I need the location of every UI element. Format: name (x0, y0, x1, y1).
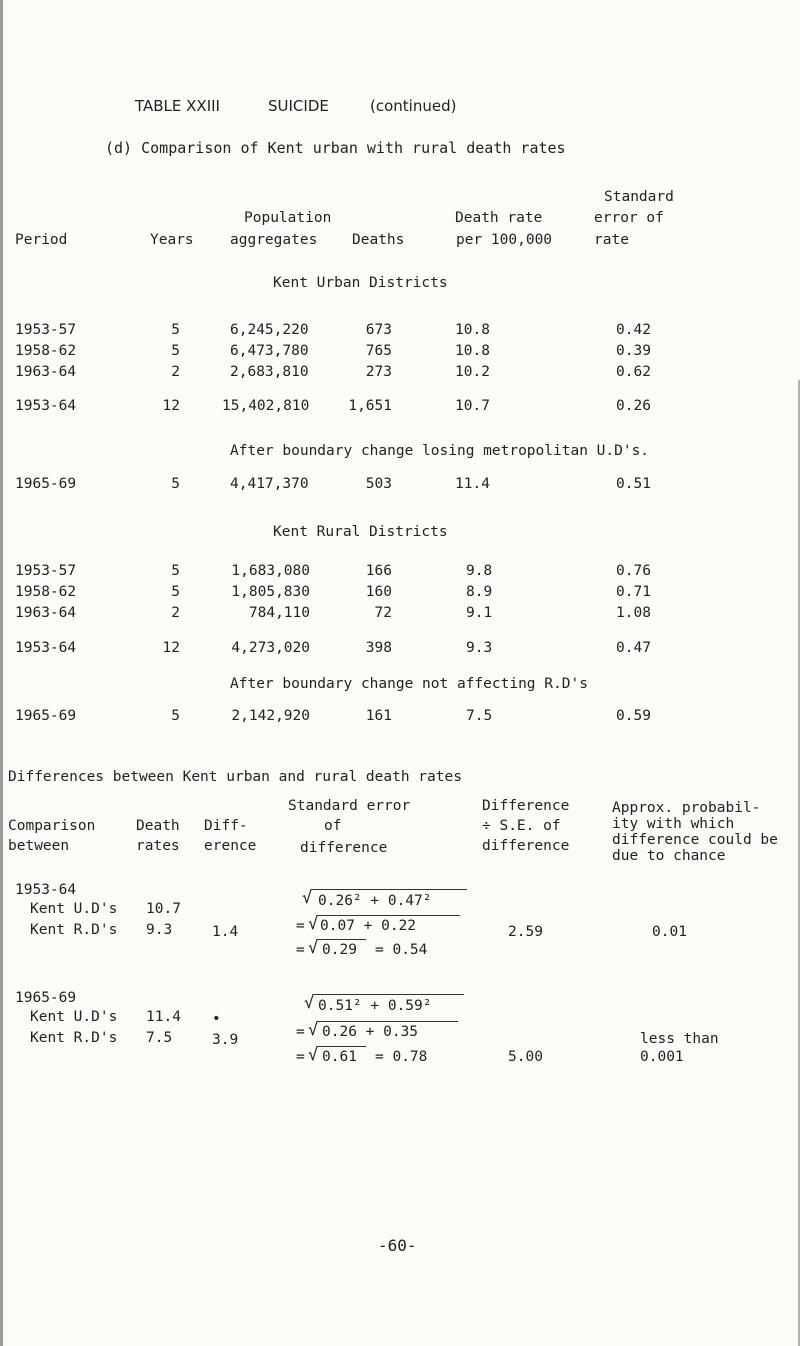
diff-col-ratio-2: ÷ S.E. of (482, 818, 561, 834)
row-deaths: 166 (365, 563, 392, 579)
rural-heading: Kent Rural Districts (273, 524, 448, 540)
diff-col-se-3: difference (300, 840, 388, 856)
sqrt-sign-icon: √ (308, 1045, 319, 1065)
se-formula-line3: 0.61 (322, 1049, 357, 1065)
block-rural-rate: 7.5 (146, 1030, 173, 1046)
row-deaths: 503 (365, 476, 392, 492)
row-deaths: 1,651 (348, 398, 392, 414)
row-rate: 10.7 (455, 398, 490, 414)
row-population: 784,110 (248, 605, 310, 621)
col-period: Period (15, 232, 68, 248)
sqrt-sign-icon: √ (302, 888, 313, 908)
se-formula-line2: 0.07 + 0.22 (320, 918, 417, 934)
row-population: 4,417,370 (230, 476, 309, 492)
row-rate: 10.8 (455, 343, 490, 359)
diff-col-comparison-1: Comparison (8, 818, 96, 834)
diff-col-prob-1: Approx. probabil- (612, 800, 761, 816)
block-difference: 1.4 (212, 924, 239, 940)
row-population: 15,402,810 (222, 398, 310, 414)
block-probability-1: less than (640, 1031, 719, 1047)
radical-bar (314, 994, 464, 995)
diff-col-se-1: Standard error (288, 798, 411, 814)
row-period: 1958-62 (15, 584, 77, 600)
row-population: 6,245,220 (230, 322, 309, 338)
row-period: 1965-69 (15, 476, 77, 492)
diff-col-death-1: Death (136, 818, 180, 834)
block-ratio: 2.59 (508, 924, 543, 940)
block-probability-2: 0.001 (640, 1049, 684, 1065)
diff-col-diff-1: Diff- (204, 818, 248, 834)
row-se: 0.76 (616, 563, 651, 579)
row-se: 0.51 (616, 476, 651, 492)
row-rate: 11.4 (455, 476, 490, 492)
row-years: 5 (171, 584, 180, 600)
row-deaths: 160 (365, 584, 392, 600)
diff-col-diff-2: erence (204, 838, 257, 854)
sqrt-sign-icon: √ (304, 993, 315, 1013)
block-difference: 3.9 (212, 1032, 239, 1048)
diff-col-ratio-1: Difference (482, 798, 570, 814)
col-se-3: rate (594, 232, 629, 248)
row-years: 12 (162, 398, 180, 414)
row-se: 0.71 (616, 584, 651, 600)
block-urban-label: Kent U.D's (30, 1009, 118, 1025)
block-urban-rate: 10.7 (146, 901, 181, 917)
se-formula-line1: 0.26² + 0.47² (318, 893, 432, 909)
row-years: 2 (171, 364, 180, 380)
row-rate: 7.5 (466, 708, 493, 724)
row-years: 5 (171, 322, 180, 338)
block-probability: 0.01 (652, 924, 687, 940)
row-deaths: 398 (365, 640, 392, 656)
row-deaths: 161 (365, 708, 392, 724)
se-formula-line3: 0.29 (322, 942, 357, 958)
col-population-2: aggregates (230, 232, 318, 248)
row-years: 2 (171, 605, 180, 621)
row-years: 5 (171, 476, 180, 492)
row-period: 1963-64 (15, 364, 77, 380)
row-population: 2,142,920 (231, 708, 310, 724)
row-se: 0.42 (616, 322, 651, 338)
se-result: = 0.78 (375, 1049, 428, 1065)
row-population: 1,683,080 (231, 563, 310, 579)
block-rural-rate: 9.3 (146, 922, 173, 938)
equals-sign: = (296, 942, 305, 958)
row-se: 0.62 (616, 364, 651, 380)
se-formula-line2: 0.26 + 0.35 (322, 1024, 419, 1040)
row-population: 1,805,830 (231, 584, 310, 600)
diff-col-prob-4: due to chance (612, 848, 726, 864)
rural-boundary-note: After boundary change not affecting R.D's (230, 676, 588, 692)
block-urban-rate: 11.4 (146, 1009, 181, 1025)
col-se-2: error of (594, 210, 664, 226)
differences-heading: Differences between Kent urban and rural death rates (8, 769, 462, 785)
row-period: 1953-64 (15, 398, 77, 414)
row-rate: 10.2 (455, 364, 490, 380)
row-se: 0.26 (616, 398, 651, 414)
equals-sign: = (296, 1024, 305, 1040)
radical-bar (312, 889, 467, 890)
sqrt-sign-icon: √ (308, 938, 319, 958)
diff-col-death-2: rates (136, 838, 180, 854)
row-period: 1958-62 (15, 343, 77, 359)
block-rural-label: Kent R.D's (30, 922, 118, 938)
radical-bar (318, 1046, 366, 1047)
scan-edge-left (0, 0, 3, 1346)
row-years: 12 (162, 640, 180, 656)
sqrt-sign-icon: √ (308, 1020, 319, 1040)
block-urban-label: Kent U.D's (30, 901, 118, 917)
row-period: 1953-64 (15, 640, 77, 656)
row-years: 5 (171, 708, 180, 724)
equals-sign: = (296, 918, 305, 934)
row-rate: 8.9 (466, 584, 493, 600)
row-deaths: 273 (365, 364, 392, 380)
diff-col-prob-3: difference could be (612, 832, 778, 848)
col-population-1: Population (244, 210, 332, 226)
se-formula-line1: 0.51² + 0.59² (318, 998, 432, 1014)
col-death-rate-2: per 100,000 (456, 232, 553, 248)
row-period: 1965-69 (15, 708, 77, 724)
block-rural-label: Kent R.D's (30, 1030, 118, 1046)
row-population: 2,683,810 (230, 364, 309, 380)
diff-col-prob-2: ity with which (612, 816, 735, 832)
row-se: 0.39 (616, 343, 651, 359)
radical-bar (318, 939, 366, 940)
row-population: 4,273,020 (231, 640, 310, 656)
sqrt-sign-icon: √ (308, 914, 319, 934)
row-rate: 9.1 (466, 605, 493, 621)
block-ratio: 5.00 (508, 1049, 543, 1065)
radical-bar (318, 915, 460, 916)
row-period: 1953-57 (15, 563, 77, 579)
row-deaths: 765 (365, 343, 392, 359)
block-period: 1965-69 (15, 990, 77, 1006)
diff-col-comparison-2: between (8, 838, 70, 854)
col-death-rate-1: Death rate (455, 210, 543, 226)
row-se: 0.47 (616, 640, 651, 656)
table-title: TABLE XXIII (135, 97, 220, 115)
table-topic: SUICIDE (268, 97, 329, 115)
row-deaths: 72 (374, 605, 392, 621)
row-rate: 9.3 (466, 640, 493, 656)
col-se-1: Standard (604, 189, 674, 205)
table-subtitle: (d) Comparison of Kent urban with rural death rates (105, 139, 566, 157)
col-deaths: Deaths (352, 232, 405, 248)
row-se: 0.59 (616, 708, 651, 724)
diff-col-se-2: of (324, 818, 342, 834)
row-period: 1963-64 (15, 605, 77, 621)
urban-boundary-note: After boundary change losing metropolitan U.D's. (230, 443, 650, 459)
row-period: 1953-57 (15, 322, 77, 338)
block-period: 1953-64 (15, 882, 77, 898)
row-years: 5 (171, 343, 180, 359)
col-years: Years (150, 232, 194, 248)
block-dot: • (212, 1011, 221, 1027)
urban-heading: Kent Urban Districts (273, 275, 448, 291)
equals-sign: = (296, 1049, 305, 1065)
se-result: = 0.54 (375, 942, 428, 958)
row-years: 5 (171, 563, 180, 579)
row-se: 1.08 (616, 605, 651, 621)
row-rate: 9.8 (466, 563, 493, 579)
row-deaths: 673 (365, 322, 392, 338)
page-number: -60- (378, 1236, 417, 1255)
table-continued: (continued) (370, 97, 457, 115)
radical-bar (318, 1021, 458, 1022)
row-population: 6,473,780 (230, 343, 309, 359)
diff-col-ratio-3: difference (482, 838, 570, 854)
row-rate: 10.8 (455, 322, 490, 338)
